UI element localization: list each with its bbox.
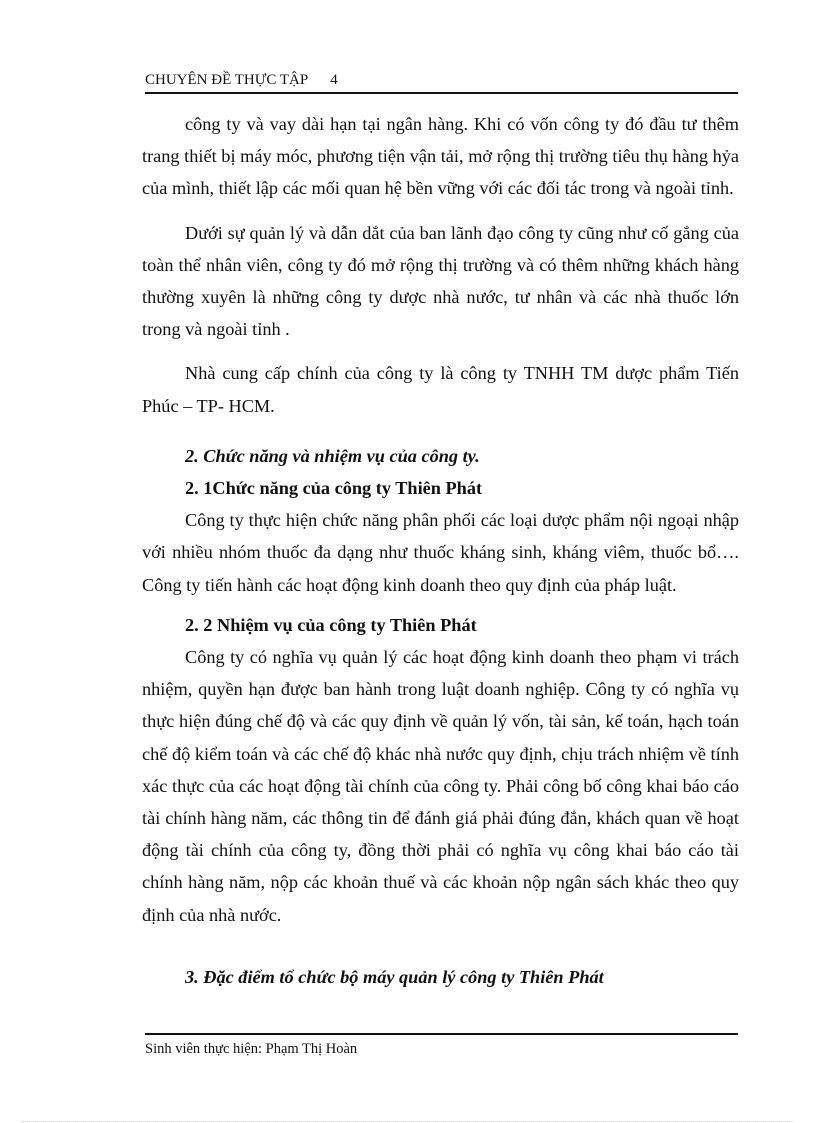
paragraph: Dưới sự quản lý và dẫn dắt của ban lãnh đạo công ty cũng như cố gắng của toàn thể nhân viên, công ty đó mở rộng thị trường và có thêm những khách hàng thường xuyên là những công ty dược nhà nước, tư nhân và các nhà thuốc lớn trong và ngoài tỉnh .: [142, 222, 739, 340]
section-heading-2: 2. Chức năng và nhiệm vụ của công ty.: [185, 445, 480, 466]
page-bottom-divider: [22, 1121, 794, 1122]
page-header: [145, 70, 738, 94]
header-title: CHUYÊN ĐỀ THỰC TẬP: [145, 72, 309, 88]
footer-student: Sinh viên thực hiện: Phạm Thị Hoàn: [145, 1041, 358, 1057]
section-heading-3: 3. Đặc điểm tổ chức bộ máy quản lý công ty Thiên Phát: [185, 966, 604, 987]
paragraph: công ty và vay dài hạn tại ngân hàng. Khi có vốn công ty đó đầu tư thêm trang thiết bị máy móc, phương tiện vận tải, mở rộng thị trường tiêu thụ hàng hỷa của mình, thiết lập các mối quan hệ bền vững với các đối tác trong và ngoài tỉnh.: [142, 114, 739, 199]
subsection-heading-2-1: 2. 1Chức năng của công ty Thiên Phát: [185, 478, 483, 499]
paragraph: Công ty có nghĩa vụ quản lý các hoạt động kinh doanh theo phạm vi trách nhiệm, quyền hạn được ban hành trong luật doanh nghiệp. Công ty có nghĩa vụ thực hiện đúng chế độ và các quy định về quản lý vốn, tài sản, kế toán, hạch toán chế độ kiểm toán và các chế độ khác nhà nước quy định, chịu trách nhiệm về tính xác thực của các hoạt động tài chính của công ty. Phải công bố công khai báo cáo tài chính hàng năm, các thông tin để đánh giá phải đúng đắn, khách quan về hoạt động tài chính của công ty, đồng thời phải có nghĩa vụ công khai báo cáo tài chính hàng năm, nộp các khoản thuế và các khoản nộp ngân sách khác theo quy định của nhà nước.: [142, 647, 739, 925]
page-footer: [145, 1033, 738, 1059]
page-number: 4: [330, 72, 338, 88]
subsection-heading-2-2: 2. 2 Nhiệm vụ của công ty Thiên Phát: [185, 614, 477, 635]
paragraph: Nhà cung cấp chính của công ty là công ty TNHH TM dược phẩm Tiến Phúc – TP- HCM.: [142, 363, 739, 416]
document-body: [142, 108, 739, 993]
paragraph: Công ty thực hiện chức năng phân phối các loại dược phẩm nội ngoại nhập với nhiều nhóm thuốc đa dạng như thuốc kháng sinh, kháng viêm, thuốc bổ…. Công ty tiến hành các hoạt động kinh doanh theo quy định của pháp luật.: [142, 510, 739, 595]
